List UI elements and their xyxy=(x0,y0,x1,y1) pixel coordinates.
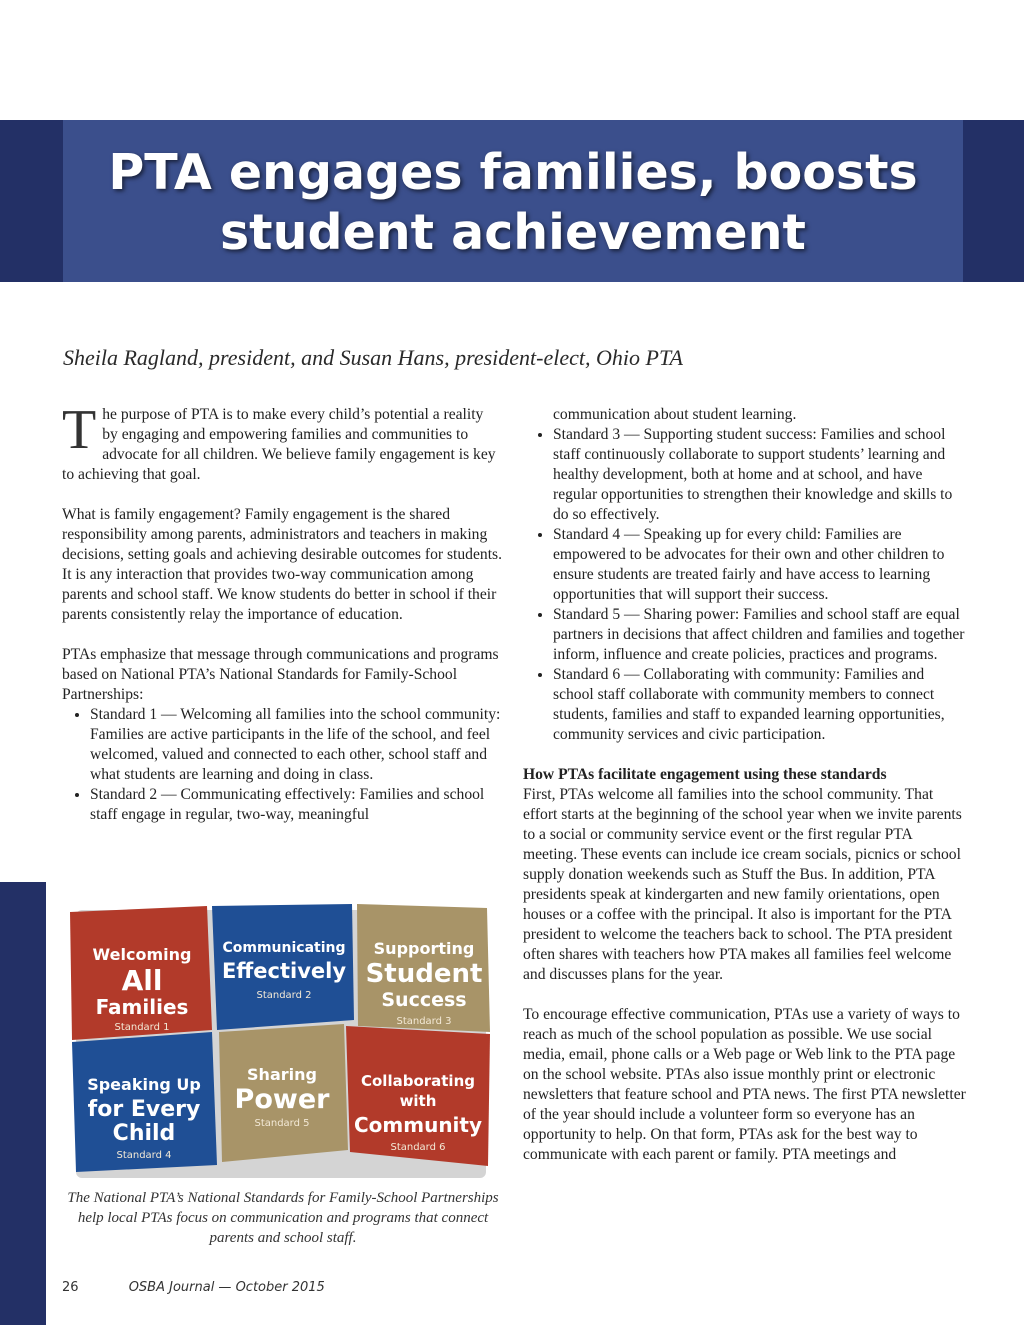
puzzle-piece-1 xyxy=(70,906,212,1040)
piece-4-line-2: for Every xyxy=(87,1097,201,1122)
piece-4-line-3: Child xyxy=(112,1121,176,1146)
piece-3-standard: Standard 3 xyxy=(396,1016,452,1027)
puzzle-piece-6 xyxy=(346,1026,490,1166)
piece-6-standard: Standard 6 xyxy=(390,1142,446,1153)
standard-2-continuation: communication about student learning. xyxy=(553,406,797,423)
paragraph-family-engagement: What is family engagement? Family engagement is the shared responsibility among parents, administrators and teachers in making decisions, setting goals and achieving desirable outcomes for students. It is any interaction that provides two-way communication among parents and school staff. We know students do better in school if their parents consistently relay the importance of education. xyxy=(62,506,502,623)
byline: Sheila Ragland, president, and Susan Hans, president-elect, Ohio PTA xyxy=(63,345,683,370)
piece-1-line-1: Welcoming xyxy=(92,945,192,964)
standard-item-1: • Standard 1 — Welcoming all families into the school community: Families are active participants in the life of the school, and feel welcomed, valued and connected to each other, school staff and what students are learning and doing in class. xyxy=(90,705,502,785)
piece-5-standard: Standard 5 xyxy=(254,1118,310,1129)
piece-6-line-1: Collaborating xyxy=(360,1072,476,1090)
piece-2-line-1: Communicating xyxy=(222,940,346,956)
right-column xyxy=(523,405,968,1165)
left-column xyxy=(62,399,502,825)
piece-6-line-3: Community xyxy=(353,1113,483,1137)
piece-4-standard: Standard 4 xyxy=(116,1150,172,1161)
intro-paragraph xyxy=(62,399,502,485)
paragraph-welcome: First, PTAs welcome all families into the school community. That effort starts at the beginning of the school year when we invite parents to a social or community service event or the first regular PTA meeting. These events can include ice cream socials, picnics or school supply donation weekends such as Stuff the Bus. In addition, PTA presidents speak at kindergarten and new family orientations, open houses or a coffee with the principal. It also is important for the PTA president to welcome the teachers back to school. The PTA president often shares with teachers how PTA makes all families feel welcome and discusses plans for the year. xyxy=(523,786,962,983)
piece-2-line-2: Effectively xyxy=(221,959,347,983)
piece-3-line-2: Student xyxy=(365,959,483,989)
piece-1-line-3: Families xyxy=(95,995,189,1019)
standards-puzzle-figure xyxy=(62,880,502,1180)
piece-2-standard: Standard 2 xyxy=(256,990,312,1001)
standard-item-5: • Standard 5 — Sharing power: Families and school staff are equal partners in decisions that affect children and families and together inform, influence and create policies, practices and programs. xyxy=(553,605,968,665)
figure-caption: The National PTA’s National Standards for Family-School Partnerships help local PTAs focus on communication and programs that connect parents and school staff. xyxy=(67,1190,499,1246)
standard-item-4: • Standard 4 — Speaking up for every child: Families are empowered to be advocates for their own and other children to ensure students are treated fairly and have access to learning opportunities that will support their success. xyxy=(553,525,968,605)
piece-1-line-2: All xyxy=(121,964,163,997)
drop-cap: T xyxy=(62,399,97,461)
standards-list-right xyxy=(523,425,968,745)
paragraph-communication: To encourage effective communication, PTAs use a variety of ways to reach as much of the school population as possible. We use social media, email, phone calls or a Web page or Web link to the PTA page on the school website. PTAs also issue monthly print or electronic newsletters that feature school and PTA news. The first PTA newsletter of the year should include a volunteer form so everyone has an opportunity to help. On that form, PTAs ask for the best way to communicate with each parent or family. PTA meetings and xyxy=(523,1006,966,1163)
piece-5-line-1: Sharing xyxy=(247,1065,317,1084)
paragraph-standards-intro: PTAs emphasize that message through communications and programs based on National PTA’s National Standards for Family-School Partnerships: xyxy=(62,646,499,703)
standard-item-3: • Standard 3 — Supporting student success: Families and school staff continuously collaborate to support students’ learning and healthy development, both at home and at school, and have regular opportunities to strengthen their knowledge and skills to do so effectively. xyxy=(553,425,968,525)
puzzle-piece-5 xyxy=(219,1024,348,1162)
standards-list-left xyxy=(62,705,502,825)
side-accent-bar xyxy=(0,882,46,1325)
standard-item-2: • Standard 2 — Communicating effectively: Families and school staff engage in regular, two-way, meaningful xyxy=(90,785,502,825)
page-number: 26 xyxy=(62,1280,79,1295)
piece-3-line-1: Supporting xyxy=(373,939,475,958)
piece-5-line-2: Power xyxy=(234,1084,330,1115)
standard-continuation-list xyxy=(523,405,968,425)
section-subhead: How PTAs facilitate engagement using these standards xyxy=(523,766,887,783)
page-footer xyxy=(62,1280,325,1295)
puzzle-piece-3 xyxy=(357,904,490,1032)
puzzle-piece-2 xyxy=(212,904,354,1030)
article-title: PTA engages families, boosts student achievement xyxy=(108,144,918,261)
piece-3-line-3: Success xyxy=(381,989,467,1011)
standard-item-6: • Standard 6 — Collaborating with community: Families and school staff collaborate with community members to connect students, families and staff to expanded learning opportunities, community services and civic participation. xyxy=(553,665,968,745)
piece-1-standard: Standard 1 xyxy=(114,1022,170,1033)
title-banner xyxy=(63,120,963,282)
publication-name: OSBA Journal — October 2015 xyxy=(128,1280,325,1295)
puzzle-piece-4 xyxy=(72,1032,217,1172)
piece-6-line-2: with xyxy=(399,1092,437,1110)
piece-4-line-1: Speaking Up xyxy=(87,1075,201,1094)
intro-text: he purpose of PTA is to make every child’s potential a reality by engaging and empowering families and communities to advocate for all children. We believe family engagement is key to achieving that goal. xyxy=(62,406,496,483)
